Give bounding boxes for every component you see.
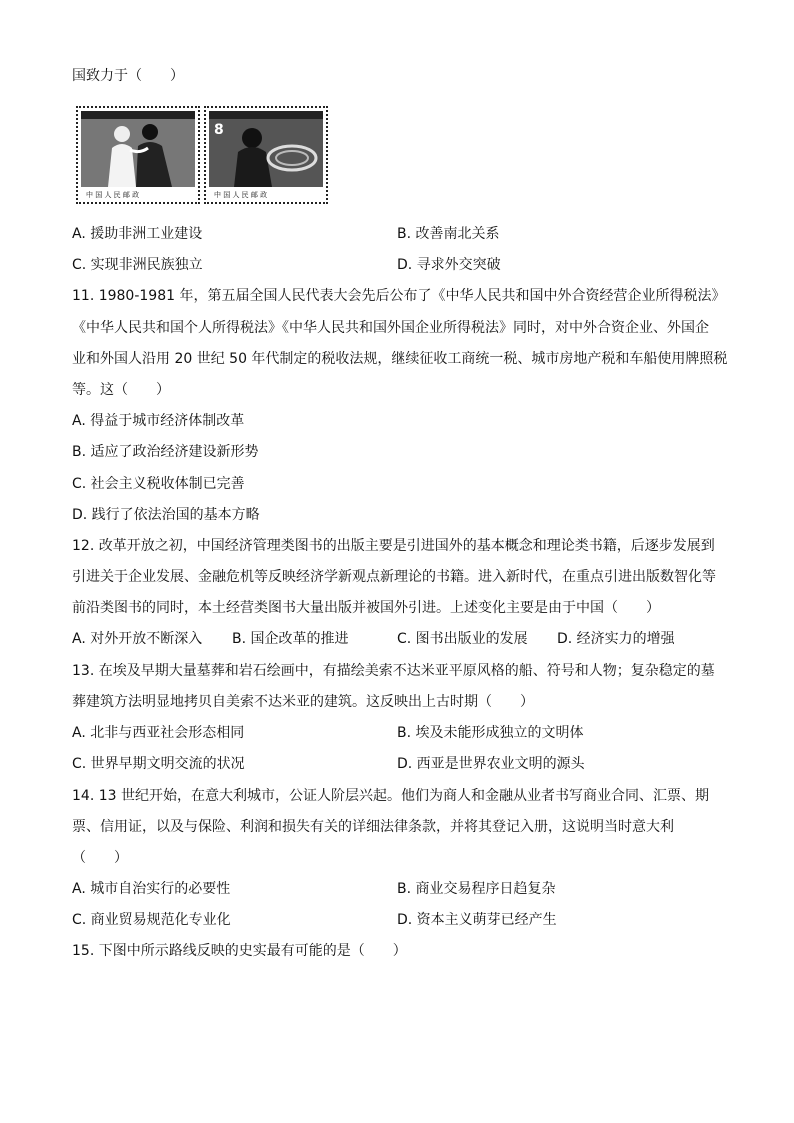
- q14-option-d[interactable]: D. 资本主义萌芽已经产生: [397, 912, 557, 928]
- q12-option-d[interactable]: D. 经济实力的增强: [557, 631, 675, 647]
- q13-option-a[interactable]: A. 北非与西亚社会形态相同: [72, 725, 245, 741]
- q13-option-d[interactable]: D. 西亚是世界农业文明的源头: [397, 756, 585, 772]
- q11-option-c[interactable]: C. 社会主义税收体制已完善: [72, 476, 245, 492]
- q12-option-c[interactable]: C. 图书出版业的发展: [397, 631, 528, 647]
- q14-option-a[interactable]: A. 城市自治实行的必要性: [72, 881, 231, 897]
- q11-stem-line: 业和外国人沿用 20 世纪 50 年代制定的税收法规，继续征收工商统一税、城市房地产税和车船使用牌照税: [72, 351, 728, 367]
- q13-stem-line: 13. 在埃及早期大量墓葬和岩石绘画中，有描绘美索不达米亚平原风格的船、符号和人物；复杂稳定的墓: [72, 663, 715, 679]
- q14-option-b[interactable]: B. 商业交易程序日趋复杂: [397, 881, 556, 897]
- q12-stem-line: 引进关于企业发展、金融危机等反映经济学新观点新理论的书籍。进入新时代，在重点引进出版数智化等: [72, 569, 716, 585]
- q14-stem-line: 14. 13 世纪开始，在意大利城市，公证人阶层兴起。他们为商人和金融从业者书写商业合同、汇票、期: [72, 788, 709, 804]
- q11-stem-line: 11. 1980-1981 年，第五届全国人民代表大会先后公布了《中华人民共和国中外合资经营企业所得税法》: [72, 288, 726, 304]
- q10-stem-tail: 国致力于（ ）: [72, 68, 184, 84]
- stamp-country-text: 中 国 人 民 邮 政: [86, 191, 140, 199]
- q11-option-d[interactable]: D. 践行了依法治国的基本方略: [72, 507, 260, 523]
- q10-option-c[interactable]: C. 实现非洲民族独立: [72, 257, 203, 273]
- stamp-friendship-icon: [76, 106, 200, 204]
- q10-option-b[interactable]: B. 改善南北关系: [397, 226, 500, 242]
- q14-stem-line: 票、信用证，以及与保险、利润和损失有关的详细法律条款，并将其登记入册，这说明当时意大利: [72, 819, 674, 835]
- q14-stem-line: （ ）: [72, 850, 128, 866]
- q11-stem-line: 《中华人民共和国个人所得税法》《中华人民共和国外国企业所得税法》同时，对中外合资企业、外国企: [72, 320, 709, 336]
- q11-option-b[interactable]: B. 适应了政治经济建设新形势: [72, 444, 259, 460]
- q14-option-c[interactable]: C. 商业贸易规范化专业化: [72, 912, 231, 928]
- stamp-country-text: 中 国 人 民 邮 政: [214, 191, 268, 199]
- stamp-denomination: 8: [214, 122, 224, 138]
- q10-option-d[interactable]: D. 寻求外交突破: [397, 257, 501, 273]
- q12-stem-line: 12. 改革开放之初，中国经济管理类图书的出版主要是引进国外的基本概念和理论类书籍，后逐步发展到: [72, 538, 715, 554]
- q13-stem-line: 葬建筑方法明显地拷贝自美索不达米亚的建筑。这反映出上古时期（ ）: [72, 694, 534, 710]
- q10-option-a[interactable]: A. 援助非洲工业建设: [72, 226, 203, 242]
- q13-option-c[interactable]: C. 世界早期文明交流的状况: [72, 756, 245, 772]
- q13-option-b[interactable]: B. 埃及未能形成独立的文明体: [397, 725, 584, 741]
- q12-stem-line: 前沿类图书的同时，本土经营类图书大量出版并被国外引进。上述变化主要是由于中国（ ）: [72, 600, 660, 616]
- q11-stem-line: 等。这（ ）: [72, 382, 170, 398]
- stamp-images: [76, 106, 332, 206]
- q12-option-a[interactable]: A. 对外开放不断深入: [72, 631, 203, 647]
- q11-option-a[interactable]: A. 得益于城市经济体制改革: [72, 413, 245, 429]
- q15-stem-line: 15. 下图中所示路线反映的史实最有可能的是（ ）: [72, 943, 407, 959]
- stamp-africa-independence-icon: [204, 106, 328, 204]
- q12-option-b[interactable]: B. 国企改革的推进: [232, 631, 349, 647]
